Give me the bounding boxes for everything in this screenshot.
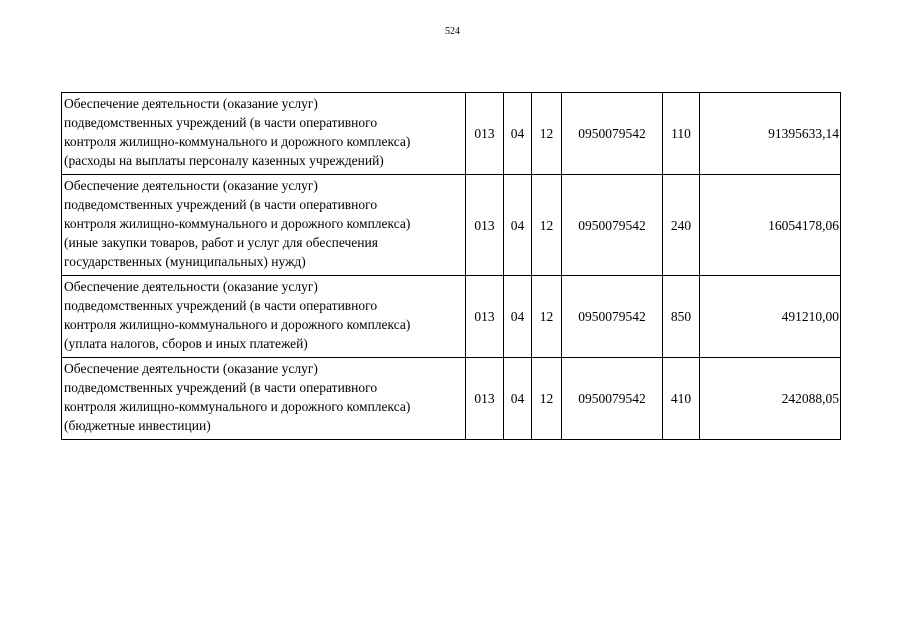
description-line: подведомственных учреждений (в части оперативного [64, 380, 378, 395]
description-line: (иные закупки товаров, работ и услуг для обеспечения [64, 235, 378, 250]
description-line: Обеспечение деятельности (оказание услуг) [64, 96, 318, 111]
section-code: 04 [504, 175, 532, 276]
subsection-code: 12 [532, 175, 562, 276]
ministry-code: 013 [466, 175, 504, 276]
description-line: подведомственных учреждений (в части оперативного [64, 197, 378, 212]
expense-type-code: 410 [663, 358, 700, 440]
description-line: контроля жилищно-коммунального и дорожного комплекса) [64, 317, 411, 332]
row-description [62, 175, 466, 276]
target-code: 0950079542 [562, 276, 663, 358]
expense-type-code: 110 [663, 93, 700, 175]
description-line: Обеспечение деятельности (оказание услуг) [64, 178, 318, 193]
subsection-code: 12 [532, 276, 562, 358]
table-row [62, 358, 841, 440]
description-line: государственных (муниципальных) нужд) [64, 254, 306, 269]
description-line: Обеспечение деятельности (оказание услуг) [64, 279, 318, 294]
section-code: 04 [504, 276, 532, 358]
subsection-code: 12 [532, 358, 562, 440]
row-description [62, 276, 466, 358]
description-line: контроля жилищно-коммунального и дорожного комплекса) [64, 216, 411, 231]
amount: 242088,05 [700, 358, 841, 440]
ministry-code: 013 [466, 358, 504, 440]
section-code: 04 [504, 93, 532, 175]
description-line: подведомственных учреждений (в части оперативного [64, 298, 378, 313]
ministry-code: 013 [466, 276, 504, 358]
table-row [62, 276, 841, 358]
amount: 91395633,14 [700, 93, 841, 175]
subsection-code: 12 [532, 93, 562, 175]
expense-type-code: 850 [663, 276, 700, 358]
table-row [62, 175, 841, 276]
description-line: (бюджетные инвестиции) [64, 418, 211, 433]
target-code: 0950079542 [562, 175, 663, 276]
description-line: контроля жилищно-коммунального и дорожного комплекса) [64, 399, 411, 414]
target-code: 0950079542 [562, 358, 663, 440]
description-line: контроля жилищно-коммунального и дорожного комплекса) [64, 134, 411, 149]
page-number: 524 [445, 26, 460, 37]
description-line: Обеспечение деятельности (оказание услуг) [64, 361, 318, 376]
table-row [62, 93, 841, 175]
expense-type-code: 240 [663, 175, 700, 276]
description-line: (уплата налогов, сборов и иных платежей) [64, 336, 308, 351]
row-description [62, 358, 466, 440]
description-line: подведомственных учреждений (в части оперативного [64, 115, 378, 130]
section-code: 04 [504, 358, 532, 440]
description-line: (расходы на выплаты персоналу казенных учреждений) [64, 153, 384, 168]
row-description [62, 93, 466, 175]
ministry-code: 013 [466, 93, 504, 175]
amount: 491210,00 [700, 276, 841, 358]
budget-table [61, 92, 841, 440]
amount: 16054178,06 [700, 175, 841, 276]
target-code: 0950079542 [562, 93, 663, 175]
